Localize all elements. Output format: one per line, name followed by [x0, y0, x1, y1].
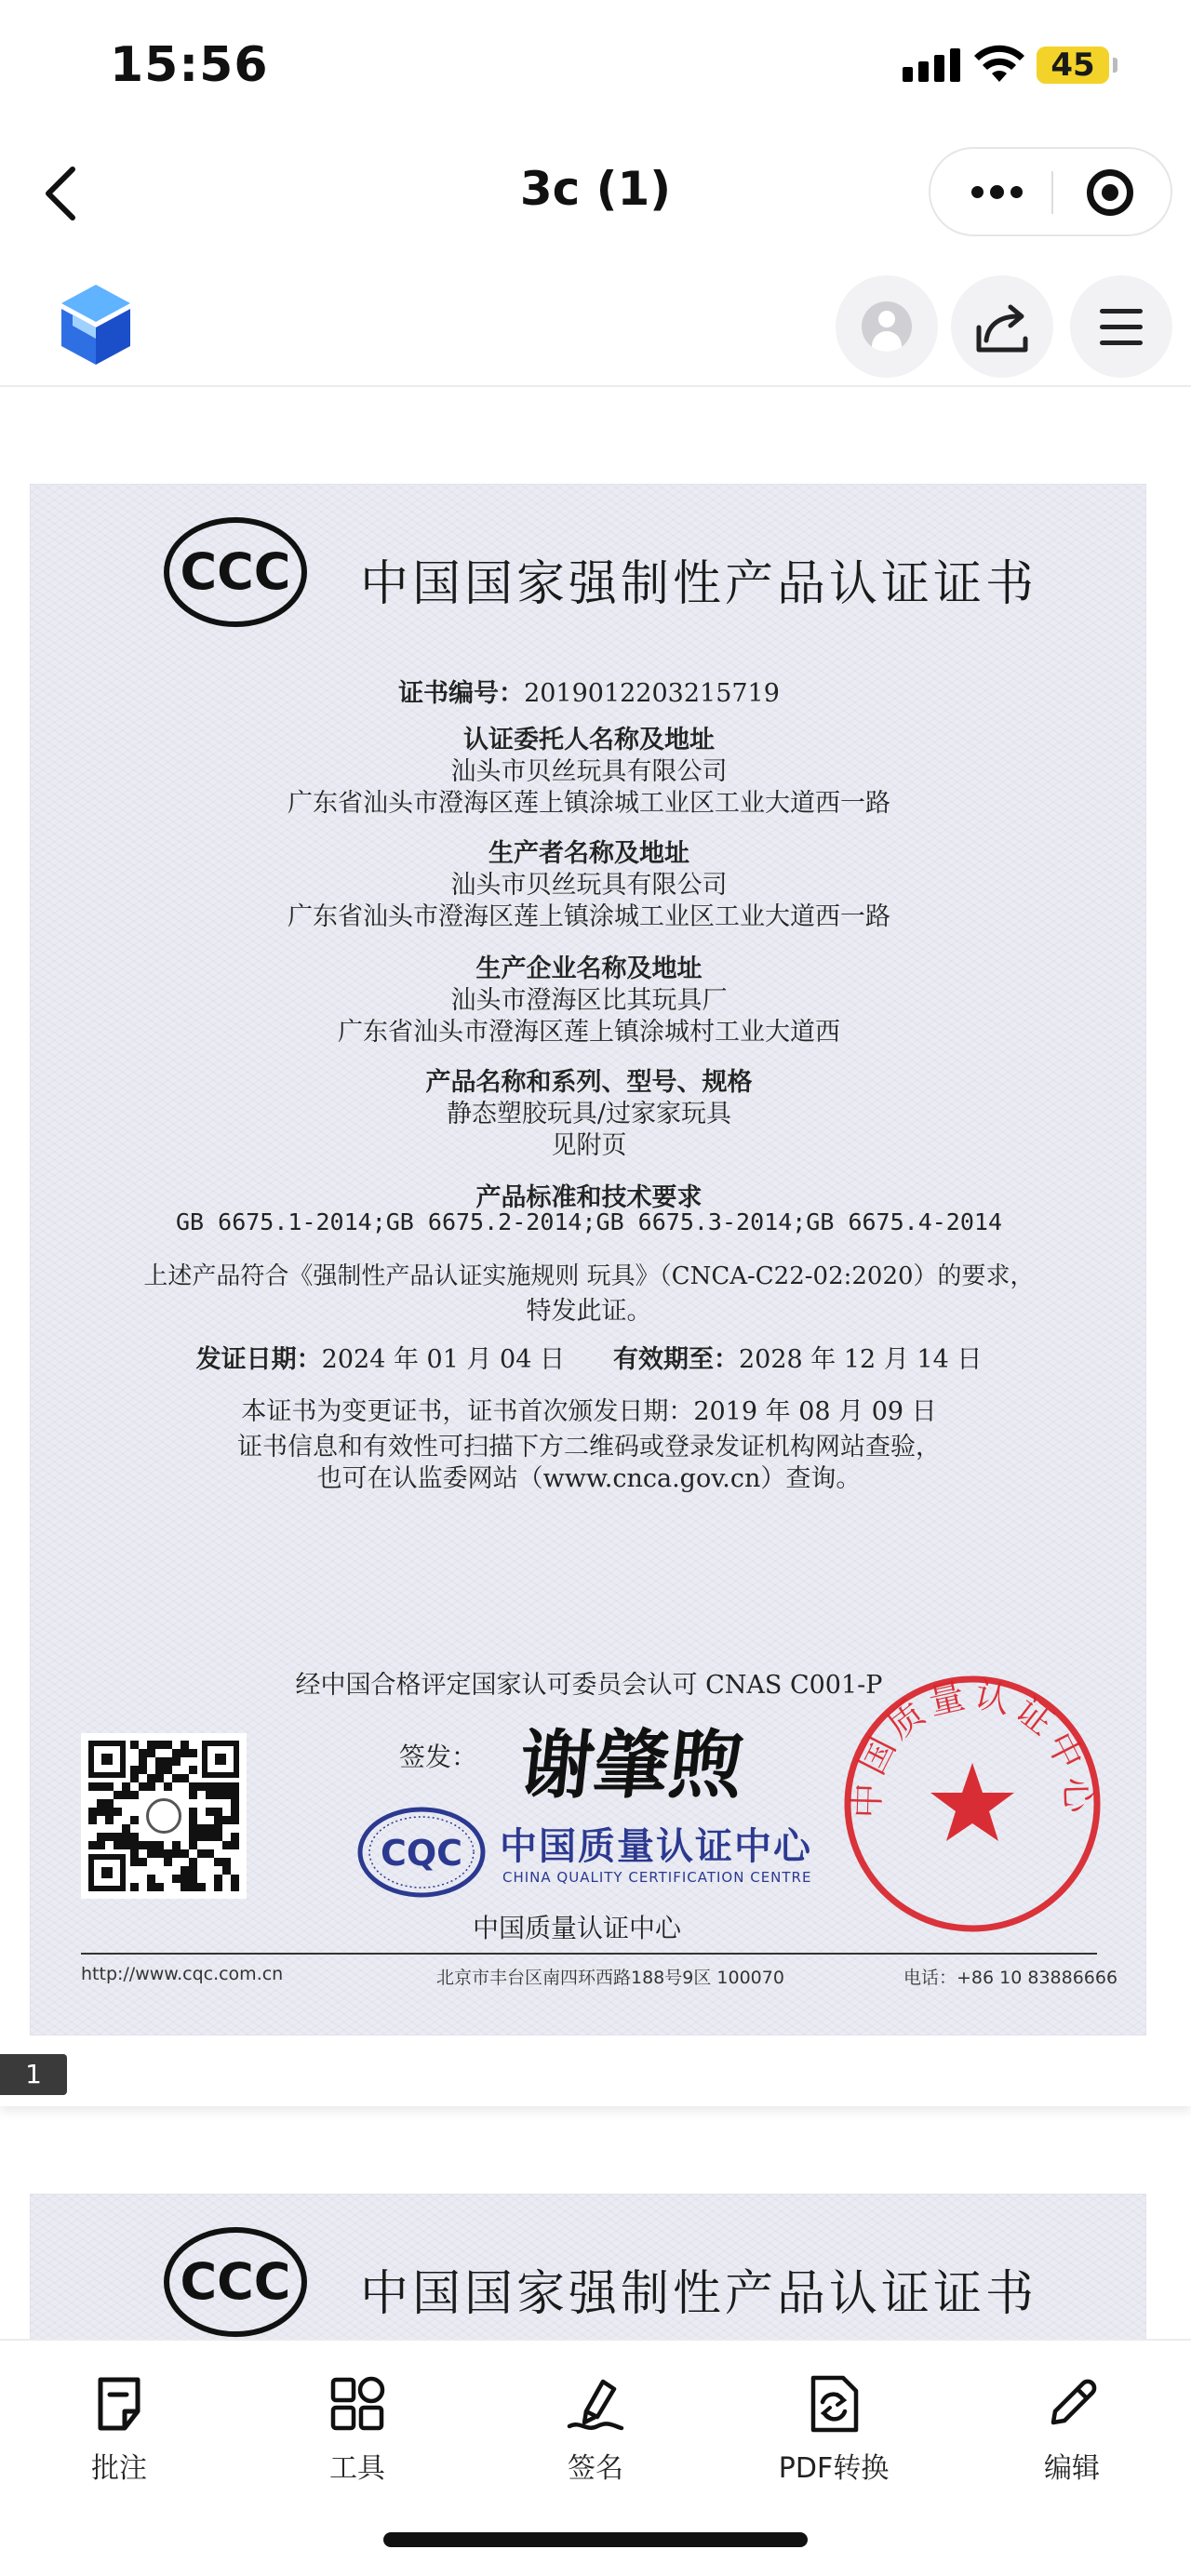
qr-module — [88, 1808, 97, 1816]
qr-module — [231, 1883, 239, 1891]
svg-text:中国质量认证中心: 中国质量认证中心 — [846, 1674, 1099, 1820]
qr-module — [189, 1782, 197, 1791]
qr-module — [231, 1782, 239, 1791]
qr-module — [155, 1766, 164, 1774]
qr-module — [97, 1782, 105, 1791]
change-note: 本证书为变更证书，证书首次颁发日期：2019 年 08 月 09 日 — [241, 1397, 937, 1426]
qr-module — [88, 1816, 97, 1824]
qr-code[interactable] — [81, 1733, 247, 1899]
footer-address: 北京市丰台区南四环西路188号9区 100070 — [436, 1968, 784, 1988]
qr-module — [214, 1816, 222, 1824]
qr-module — [130, 1833, 139, 1841]
qr-module — [155, 1841, 164, 1849]
qr-module — [97, 1808, 105, 1816]
qr-module — [88, 1782, 97, 1791]
cqc-logo-icon — [356, 1806, 487, 1899]
factory-address: 广东省汕头市澄海区莲上镇涂城村工业大道西 — [338, 1018, 840, 1047]
qr-module — [181, 1866, 189, 1875]
qr-module — [105, 1833, 114, 1841]
qr-module — [130, 1883, 139, 1891]
annotate-icon — [89, 2374, 149, 2434]
qr-module — [164, 1757, 172, 1766]
official-seal-icon — [842, 1674, 1103, 1934]
conformity-statement: 上述产品符合《强制性产品认证实施规则 玩具》（CNCA-C22-02:2020）的要求， — [143, 1262, 1035, 1290]
svg-text:CCC: CCC — [180, 2252, 291, 2311]
svg-text:CQC: CQC — [380, 1833, 463, 1874]
ccc-logo-icon — [163, 516, 308, 628]
verify-line: 证书信息和有效性可扫描下方二维码或登录发证机构网站查验， — [237, 1433, 941, 1462]
qr-module — [189, 1883, 197, 1891]
qr-module — [206, 1782, 214, 1791]
qr-module — [97, 1799, 105, 1808]
close-mini-program-icon[interactable] — [1087, 169, 1133, 216]
qr-code-pattern — [88, 1741, 239, 1891]
svg-text:谢肇煦: 谢肇煦 — [515, 1721, 748, 1809]
qr-module — [155, 1757, 164, 1766]
qr-module — [181, 1774, 189, 1782]
qr-module — [155, 1849, 164, 1858]
qr-module — [214, 1875, 222, 1883]
qr-module — [197, 1824, 206, 1833]
ccc-logo-icon — [163, 2226, 308, 2338]
conformity-statement-end: 特发此证。 — [526, 1297, 652, 1326]
qr-module — [206, 1808, 214, 1816]
valid-until: 2028 年 12 月 14 日 — [739, 1345, 983, 1374]
standards: GB 6675.1-2014;GB 6675.2-2014;GB 6675.3-2014;GB 6675.4-2014 — [175, 1208, 1003, 1235]
qr-module — [147, 1841, 155, 1849]
qr-module — [189, 1858, 197, 1866]
signature — [507, 1709, 768, 1811]
qr-module — [172, 1875, 181, 1883]
ccc-logo-text: CCC — [180, 542, 291, 601]
qr-module — [206, 1791, 214, 1799]
qr-module — [97, 1841, 105, 1849]
client-name: 汕头市贝丝玩具有限公司 — [450, 757, 728, 786]
page-title: 3c (1) — [519, 162, 672, 216]
qr-module — [181, 1883, 189, 1891]
qr-module — [105, 1782, 114, 1791]
qr-module — [214, 1824, 222, 1833]
sign-icon — [566, 2374, 625, 2434]
qr-module — [105, 1816, 114, 1824]
sign-label: 签发： — [399, 1742, 478, 1772]
factory-heading: 生产企业名称及地址 — [475, 954, 703, 983]
qr-module — [139, 1757, 147, 1766]
app-toolbar — [0, 266, 1191, 387]
qr-module — [130, 1841, 139, 1849]
qr-module — [122, 1824, 130, 1833]
qr-module — [155, 1741, 164, 1749]
cqc-name-cn: 中国质量认证中心 — [500, 1825, 812, 1868]
qr-module — [155, 1883, 164, 1891]
page-number-badge: 1 — [0, 2054, 67, 2095]
qr-module — [97, 1833, 105, 1841]
cqc-caption-text: 中国质量认证中心 — [472, 1913, 681, 1943]
qr-module — [181, 1749, 189, 1757]
qr-module — [139, 1749, 147, 1757]
document-page-2 — [0, 2138, 1191, 2339]
valid-until-label: 有效期至： — [613, 1345, 739, 1374]
tool-tools[interactable] — [264, 2356, 450, 2495]
producer-address: 广东省汕头市澄海区莲上镇涂城工业区工业大道西一路 — [288, 902, 890, 931]
qr-module — [231, 1875, 239, 1883]
qr-module — [139, 1782, 147, 1791]
cert-number-label: 证书编号： — [398, 679, 525, 708]
standards-heading: 产品标准和技术要求 — [475, 1183, 703, 1212]
qr-module — [189, 1791, 197, 1799]
pdf-convert-icon — [804, 2374, 863, 2434]
qr-module — [105, 1799, 114, 1808]
qr-module — [130, 1816, 139, 1824]
certificate-title: 中国国家强制性产品认证证书 — [360, 556, 1038, 612]
accreditation: 经中国合格评定国家认可委员会认可 CNAS C001-P — [295, 1671, 883, 1700]
qr-module — [181, 1849, 189, 1858]
product-heading: 产品名称和系列、型号、规格 — [425, 1068, 753, 1097]
status-bar — [0, 0, 1191, 130]
qr-module — [231, 1816, 239, 1824]
qr-module — [222, 1841, 231, 1849]
qr-module — [197, 1849, 206, 1858]
tool-annotate[interactable] — [26, 2356, 212, 2495]
footer-divider — [81, 1953, 1097, 1955]
document-page — [0, 389, 1191, 2106]
verify-line-2: 也可在认监委网站（www.cnca.gov.cn）查询。 — [316, 1464, 862, 1493]
home-indicator[interactable] — [383, 2532, 808, 2547]
qr-module — [189, 1833, 197, 1841]
qr-module — [155, 1774, 164, 1782]
tool-pdf-convert[interactable] — [741, 2356, 927, 2495]
qr-module — [147, 1774, 155, 1782]
qr-module — [231, 1841, 239, 1849]
qr-module — [164, 1782, 172, 1791]
cert-number-line — [31, 673, 1147, 709]
certificate-page-2 — [30, 2194, 1146, 2339]
cqc-name-en: CHINA QUALITY CERTIFICATION CENTRE — [502, 1869, 812, 1886]
battery-level: 45 — [1050, 47, 1095, 84]
product-model: 见附页 — [551, 1131, 627, 1160]
signal-icon — [903, 48, 962, 82]
qr-module — [214, 1782, 222, 1791]
qr-module — [189, 1816, 197, 1824]
qr-module — [214, 1791, 222, 1799]
footer-phone: 电话：+86 10 83886666 — [903, 1968, 1118, 1988]
qr-module — [222, 1816, 231, 1824]
qr-module — [197, 1883, 206, 1891]
qr-module — [147, 1875, 155, 1883]
qr-module — [172, 1757, 181, 1766]
certificate — [30, 484, 1146, 2035]
status-time: 15:56 — [110, 37, 269, 93]
tool-label: 编辑 — [1044, 2452, 1100, 2485]
qr-module — [139, 1766, 147, 1774]
qr-module — [147, 1741, 155, 1749]
qr-module — [130, 1858, 139, 1866]
qr-module — [181, 1741, 189, 1749]
qr-module — [122, 1833, 130, 1841]
tool-label: PDF转换 — [778, 2452, 890, 2485]
qr-module — [197, 1833, 206, 1841]
tool-label: 工具 — [329, 2452, 385, 2485]
qr-module — [214, 1883, 222, 1891]
qr-module — [231, 1833, 239, 1841]
document-viewer[interactable] — [0, 389, 1191, 2339]
client-heading: 认证委托人名称及地址 — [463, 726, 715, 754]
dates-line — [31, 1339, 1147, 1375]
qr-center-logo-icon — [146, 1798, 181, 1834]
menu-button[interactable] — [1070, 275, 1172, 378]
factory-name: 汕头市澄海区比其玩具厂 — [450, 986, 728, 1015]
qr-module — [214, 1808, 222, 1816]
qr-module — [214, 1858, 222, 1866]
tool-label: 签名 — [568, 2452, 623, 2485]
footer-url: http://www.cqc.com.cn — [81, 1964, 284, 1984]
qr-module — [231, 1791, 239, 1799]
qr-module — [164, 1766, 172, 1774]
tool-edit[interactable] — [979, 2356, 1165, 2495]
cert-number: 2019012203215719 — [524, 679, 780, 708]
qr-module — [189, 1808, 197, 1816]
qr-module — [222, 1791, 231, 1799]
qr-module — [164, 1849, 172, 1858]
more-icon[interactable] — [930, 149, 1051, 234]
qr-module — [189, 1866, 197, 1875]
battery-icon — [1037, 47, 1109, 84]
mini-program-capsule — [929, 147, 1172, 236]
qr-module — [114, 1791, 122, 1799]
qr-module — [139, 1858, 147, 1866]
qr-module — [114, 1833, 122, 1841]
qr-module — [214, 1833, 222, 1841]
qr-module — [139, 1841, 147, 1849]
qr-module — [147, 1849, 155, 1858]
qr-module — [122, 1841, 130, 1849]
qr-module — [172, 1749, 181, 1757]
qr-module — [130, 1741, 139, 1749]
share-button[interactable] — [951, 275, 1053, 378]
qr-module — [122, 1791, 130, 1799]
nav-bar — [0, 130, 1191, 257]
back-icon[interactable] — [33, 158, 89, 229]
qr-module — [122, 1782, 130, 1791]
qr-module — [130, 1791, 139, 1799]
capsule-divider — [1051, 171, 1053, 214]
product-name: 静态塑胶玩具/过家家玩具 — [446, 1100, 732, 1128]
qr-module — [172, 1849, 181, 1858]
issue-date-label: 发证日期： — [195, 1345, 322, 1374]
qr-module — [189, 1766, 197, 1774]
qr-module — [189, 1841, 197, 1849]
qr-module — [189, 1875, 197, 1883]
qr-finder — [88, 1854, 126, 1891]
qr-module — [206, 1833, 214, 1841]
qr-module — [222, 1866, 231, 1875]
qr-module — [164, 1858, 172, 1866]
producer-heading: 生产者名称及地址 — [488, 839, 689, 868]
qr-module — [114, 1841, 122, 1849]
qr-module — [114, 1808, 122, 1816]
tool-label: 批注 — [91, 2452, 147, 2485]
qr-module — [206, 1849, 214, 1858]
qr-module — [130, 1849, 139, 1858]
qr-module — [222, 1782, 231, 1791]
tool-sign[interactable] — [502, 2356, 689, 2495]
qr-module — [88, 1841, 97, 1849]
qr-module — [231, 1799, 239, 1808]
wifi-icon — [973, 43, 1025, 84]
qr-module — [231, 1808, 239, 1816]
qr-module — [105, 1808, 114, 1816]
qr-module — [222, 1858, 231, 1866]
tools-icon — [328, 2374, 387, 2434]
qr-finder — [202, 1741, 239, 1778]
avatar[interactable] — [836, 275, 938, 378]
qr-module — [130, 1766, 139, 1774]
qr-module — [197, 1782, 206, 1791]
battery-tip — [1113, 58, 1117, 73]
qr-module — [147, 1883, 155, 1891]
client-address: 广东省汕头市澄海区莲上镇涂城工业区工业大道西一路 — [288, 789, 890, 818]
certificate-title-page-2: 中国国家强制性产品认证证书 — [360, 2266, 1038, 2322]
issue-date: 2024 年 01 月 04 日 — [321, 1345, 565, 1374]
qr-module — [147, 1749, 155, 1757]
app-logo-icon[interactable] — [54, 277, 138, 370]
producer-name: 汕头市贝丝玩具有限公司 — [450, 871, 728, 900]
qr-module — [189, 1824, 197, 1833]
qr-module — [147, 1782, 155, 1791]
qr-module — [130, 1774, 139, 1782]
qr-module — [181, 1875, 189, 1883]
edit-icon — [1042, 2374, 1102, 2434]
avatar-icon — [862, 301, 912, 352]
qr-module — [206, 1824, 214, 1833]
qr-module — [164, 1741, 172, 1749]
qr-module — [172, 1774, 181, 1782]
share-icon — [951, 275, 1053, 378]
qr-module — [189, 1749, 197, 1757]
qr-module — [172, 1841, 181, 1849]
qr-finder — [88, 1741, 126, 1778]
